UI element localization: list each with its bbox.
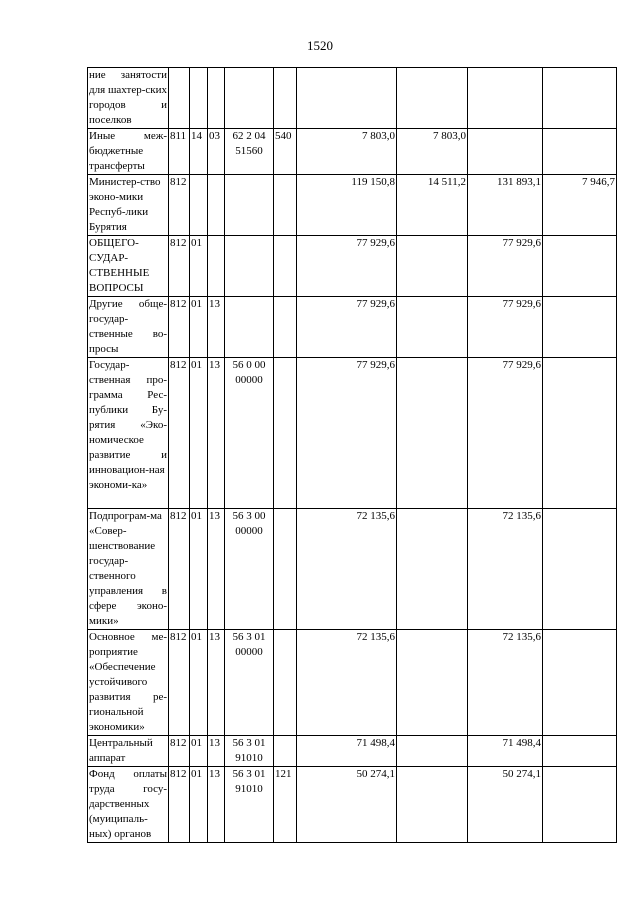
row-rz: 01 [190,630,208,736]
row-rz: 01 [190,297,208,358]
row-ved: 811 [169,129,190,175]
row-c3: 72 135,6 [468,630,543,736]
row-c4 [543,358,617,509]
row-ved: 812 [169,297,190,358]
row-ved [169,68,190,129]
row-vr [274,236,297,297]
row-c2 [397,509,468,630]
row-ved: 812 [169,736,190,767]
table-row [88,630,617,736]
budget-table [87,67,617,843]
row-name: Основное ме-роприятие «Обеспечение устойчивого развития ре-гиональной экономики» [88,630,169,736]
row-name: Фонд оплаты труда госу-дарственных (муиципаль-ных) органов [88,767,169,843]
row-vr: 121 [274,767,297,843]
row-vr [274,68,297,129]
row-ved: 812 [169,509,190,630]
row-pr: 13 [208,509,225,630]
row-pr [208,236,225,297]
row-rz: 01 [190,509,208,630]
row-c2: 14 511,2 [397,175,468,236]
row-c1: 71 498,4 [297,736,397,767]
row-c2 [397,236,468,297]
row-rz: 01 [190,736,208,767]
row-c3: 131 893,1 [468,175,543,236]
row-pr: 13 [208,767,225,843]
row-c4 [543,630,617,736]
row-c3: 72 135,6 [468,509,543,630]
row-c1: 7 803,0 [297,129,397,175]
row-c2 [397,767,468,843]
row-c4: 7 946,7 [543,175,617,236]
row-name: Подпрограм-ма «Совер-шенствование государ-ственного управления в сфере эконо-мики» [88,509,169,630]
row-pr: 13 [208,630,225,736]
row-rz: 01 [190,236,208,297]
row-rz: 14 [190,129,208,175]
row-name: Министер-ство эконо-мики Респуб-лики Бурятия [88,175,169,236]
row-target: 56 3 01 91010 [225,736,274,767]
row-c4 [543,129,617,175]
row-vr [274,358,297,509]
row-target: 56 3 01 00000 [225,630,274,736]
row-pr: 13 [208,358,225,509]
table-row [88,509,617,630]
row-c2 [397,630,468,736]
row-pr [208,68,225,129]
row-c1: 50 274,1 [297,767,397,843]
row-c4 [543,736,617,767]
row-rz [190,68,208,129]
row-c2 [397,68,468,129]
row-c4 [543,767,617,843]
row-target [225,297,274,358]
row-target: 62 2 04 51560 [225,129,274,175]
row-pr: 03 [208,129,225,175]
row-c3 [468,68,543,129]
row-rz: 01 [190,358,208,509]
row-target: 56 3 01 91010 [225,767,274,843]
row-target: 56 3 00 00000 [225,509,274,630]
row-vr [274,509,297,630]
row-vr [274,175,297,236]
row-vr: 540 [274,129,297,175]
row-pr: 13 [208,297,225,358]
row-c1: 77 929,6 [297,358,397,509]
row-ved: 812 [169,236,190,297]
table-row [88,767,617,843]
row-c1: 77 929,6 [297,236,397,297]
row-target: 56 0 00 00000 [225,358,274,509]
row-c1: 119 150,8 [297,175,397,236]
table-row [88,236,617,297]
table-row [88,297,617,358]
row-c2 [397,736,468,767]
row-c3: 71 498,4 [468,736,543,767]
row-c3: 50 274,1 [468,767,543,843]
row-c3 [468,129,543,175]
row-name: Государ-ственная про-грамма Рес-публики Бу-рятия «Эко-номическое развитие и инновацион-ная экономи-ка» [88,358,169,509]
row-ved: 812 [169,630,190,736]
table-row [88,736,617,767]
row-name: ОБЩЕГО-СУДАР-СТВЕННЫЕ ВОПРОСЫ [88,236,169,297]
row-c3: 77 929,6 [468,297,543,358]
row-name: Иные меж-бюджетные трансферты [88,129,169,175]
row-vr [274,297,297,358]
row-pr: 13 [208,736,225,767]
row-c2 [397,297,468,358]
row-name: ние занятости для шахтер-ских городов и поселков [88,68,169,129]
table-row [88,175,617,236]
row-c1: 72 135,6 [297,509,397,630]
row-target [225,236,274,297]
row-ved: 812 [169,767,190,843]
row-c1 [297,68,397,129]
row-c2 [397,358,468,509]
table-row [88,68,617,129]
row-name: Центральный аппарат [88,736,169,767]
row-vr [274,736,297,767]
row-target [225,68,274,129]
row-pr [208,175,225,236]
row-c4 [543,509,617,630]
row-vr [274,630,297,736]
row-c2: 7 803,0 [397,129,468,175]
page-number: 1520 [307,38,333,53]
table-row [88,358,617,509]
row-c3: 77 929,6 [468,358,543,509]
row-rz: 01 [190,767,208,843]
row-ved: 812 [169,175,190,236]
row-c1: 77 929,6 [297,297,397,358]
row-target [225,175,274,236]
row-c4 [543,297,617,358]
row-c1: 72 135,6 [297,630,397,736]
table-row [88,129,617,175]
row-rz [190,175,208,236]
row-name: Другие обще-государ-ственные во-просы [88,297,169,358]
row-c3: 77 929,6 [468,236,543,297]
row-c4 [543,236,617,297]
row-c4 [543,68,617,129]
row-ved: 812 [169,358,190,509]
